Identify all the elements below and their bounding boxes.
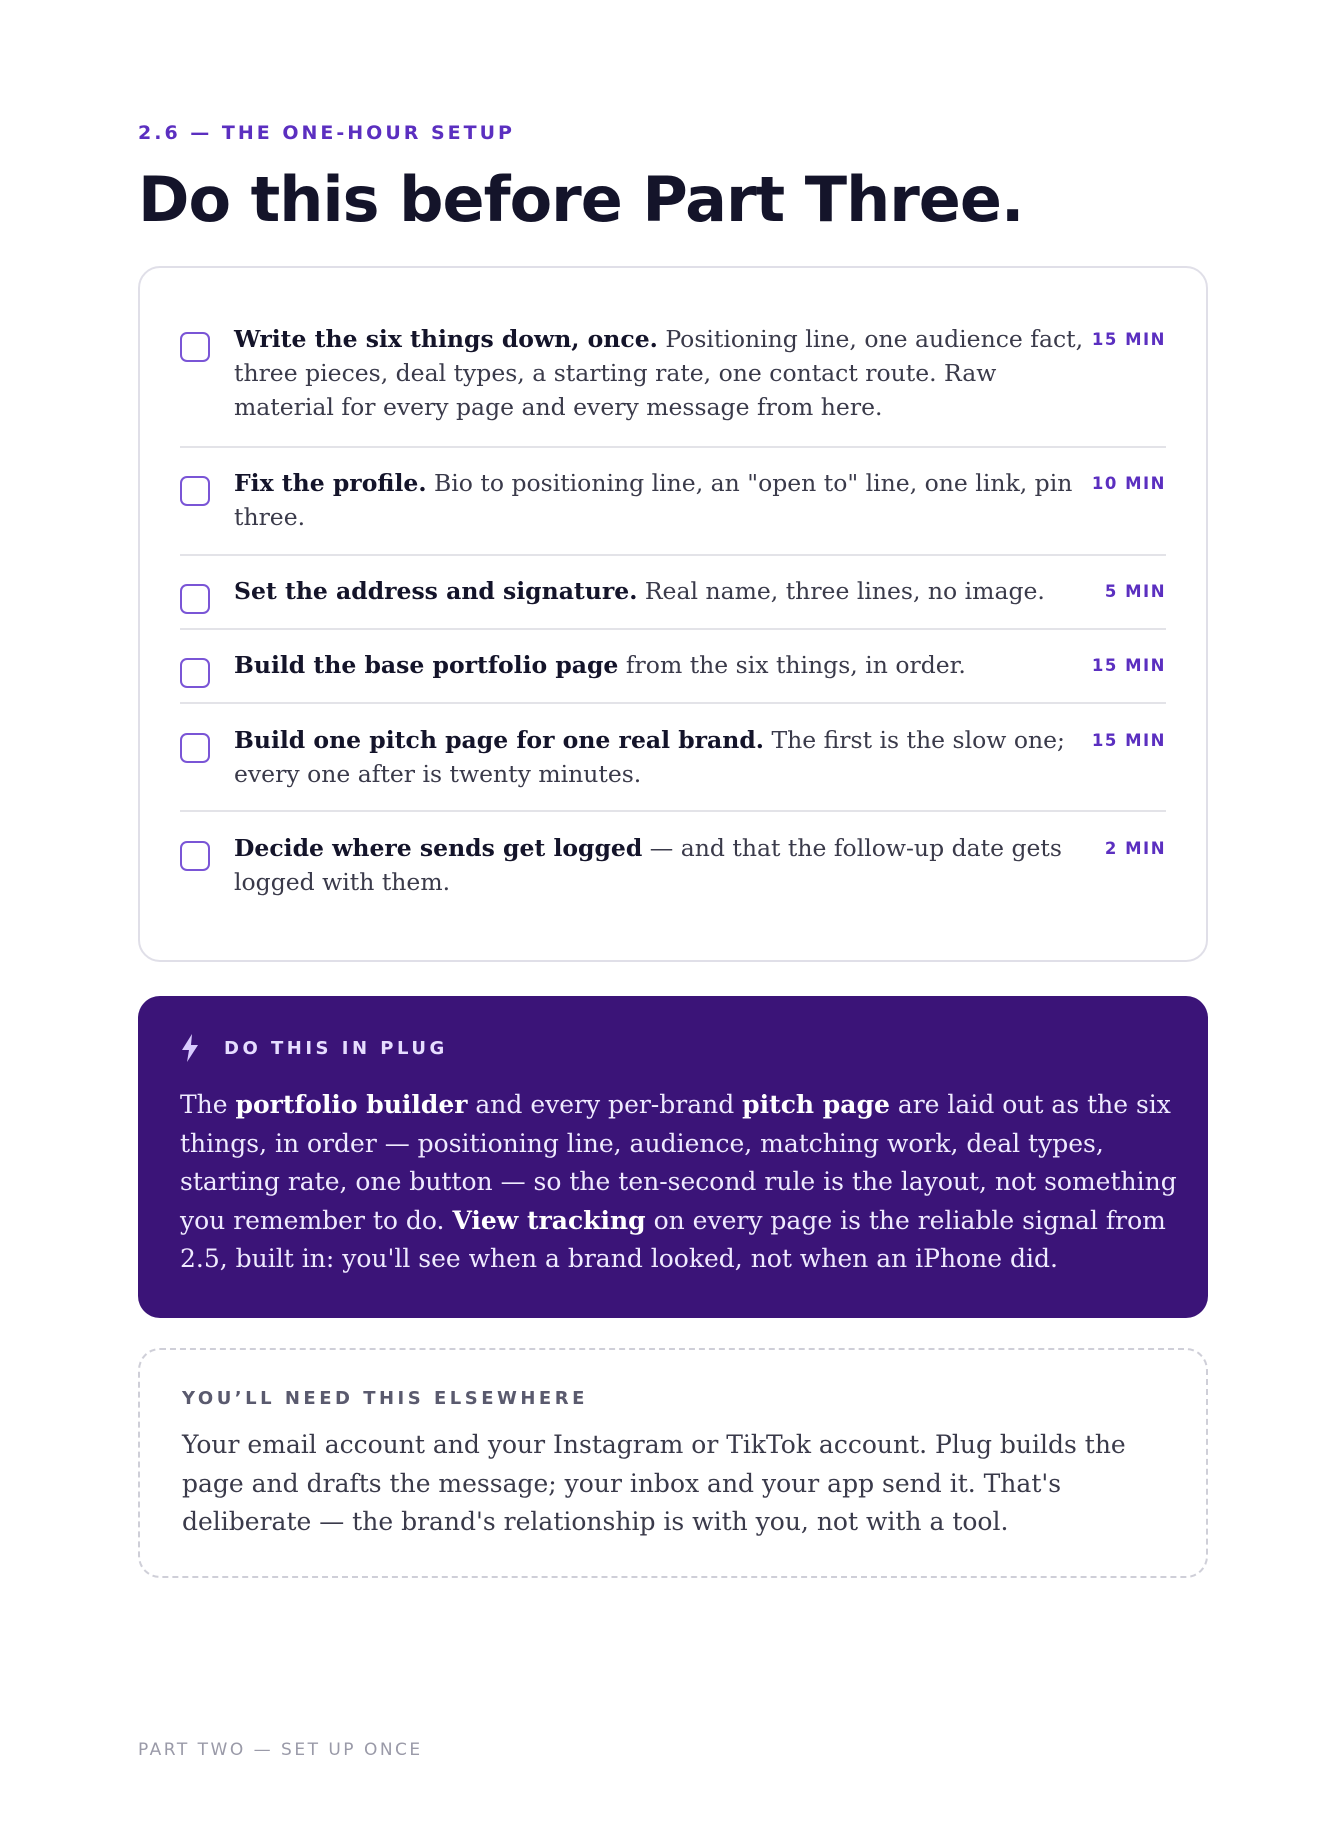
elsewhere-callout bbox=[138, 1348, 1208, 1578]
checkbox[interactable] bbox=[180, 584, 210, 614]
item-text: Build one pitch page for one real brand. The first is the slow one; every one after is twenty minutes. bbox=[234, 726, 1065, 788]
divider bbox=[180, 702, 1166, 704]
checkbox[interactable] bbox=[180, 658, 210, 688]
checklist-item[interactable] bbox=[180, 322, 1166, 421]
checklist-item[interactable] bbox=[180, 831, 1166, 901]
checklist-item[interactable] bbox=[180, 648, 1166, 688]
plug-callout-header bbox=[180, 1034, 448, 1062]
setup-checklist bbox=[138, 266, 1208, 962]
checklist-item[interactable] bbox=[180, 574, 1166, 614]
divider bbox=[180, 446, 1166, 448]
item-duration: 15 MIN bbox=[1091, 656, 1166, 675]
checkbox[interactable] bbox=[180, 733, 210, 763]
divider bbox=[180, 554, 1166, 556]
section-eyebrow: 2.6 — THE ONE-HOUR SETUP bbox=[138, 122, 515, 144]
page-title: Do this before Part Three. bbox=[138, 163, 1024, 236]
item-text: Fix the profile. Bio to positioning line, an "open to" line, one link, pin three. bbox=[234, 469, 1073, 531]
item-duration: 10 MIN bbox=[1091, 474, 1166, 493]
item-duration: 15 MIN bbox=[1091, 330, 1166, 349]
checkbox[interactable] bbox=[180, 476, 210, 506]
elsewhere-body: Your email account and your Instagram or TikTok account. Plug builds the page and drafts the message; your inbox and your app send it. That's deliberate — the brand's relationship is with you, not with a tool. bbox=[182, 1430, 1126, 1536]
plug-callout bbox=[138, 996, 1208, 1318]
bolt-icon bbox=[180, 1034, 200, 1062]
plug-callout-body: The portfolio builder and every per-brand pitch page are laid out as the six things, in order — positioning line, audience, matching work, deal types, starting rate, one button — so the ten-second rule is the layout, not something you remember to do. View tracking on every page is the reliable signal from 2.5, built in: you'll see when a brand looked, not when an iPhone did. bbox=[180, 1090, 1177, 1273]
item-text: Decide where sends get logged — and that the follow-up date gets logged with them. bbox=[234, 834, 1062, 896]
checkbox[interactable] bbox=[180, 332, 210, 362]
checklist-item[interactable] bbox=[180, 466, 1166, 536]
elsewhere-label: YOU’LL NEED THIS ELSEWHERE bbox=[182, 1388, 588, 1409]
item-duration: 15 MIN bbox=[1091, 731, 1166, 750]
item-text: Set the address and signature. Real name, three lines, no image. bbox=[234, 577, 1045, 605]
page-footer: PART TWO — SET UP ONCE bbox=[138, 1740, 423, 1760]
divider bbox=[180, 628, 1166, 630]
divider bbox=[180, 810, 1166, 812]
item-duration: 5 MIN bbox=[1104, 582, 1166, 601]
checklist-item[interactable] bbox=[180, 723, 1166, 793]
plug-callout-label: DO THIS IN PLUG bbox=[224, 1037, 448, 1059]
item-text: Write the six things down, once. Positioning line, one audience fact, three pieces, deal types, a starting rate, one contact route. Raw material for every page and every message from here. bbox=[234, 325, 1084, 421]
item-duration: 2 MIN bbox=[1104, 839, 1166, 858]
item-text: Build the base portfolio page from the six things, in order. bbox=[234, 651, 966, 679]
checkbox[interactable] bbox=[180, 841, 210, 871]
